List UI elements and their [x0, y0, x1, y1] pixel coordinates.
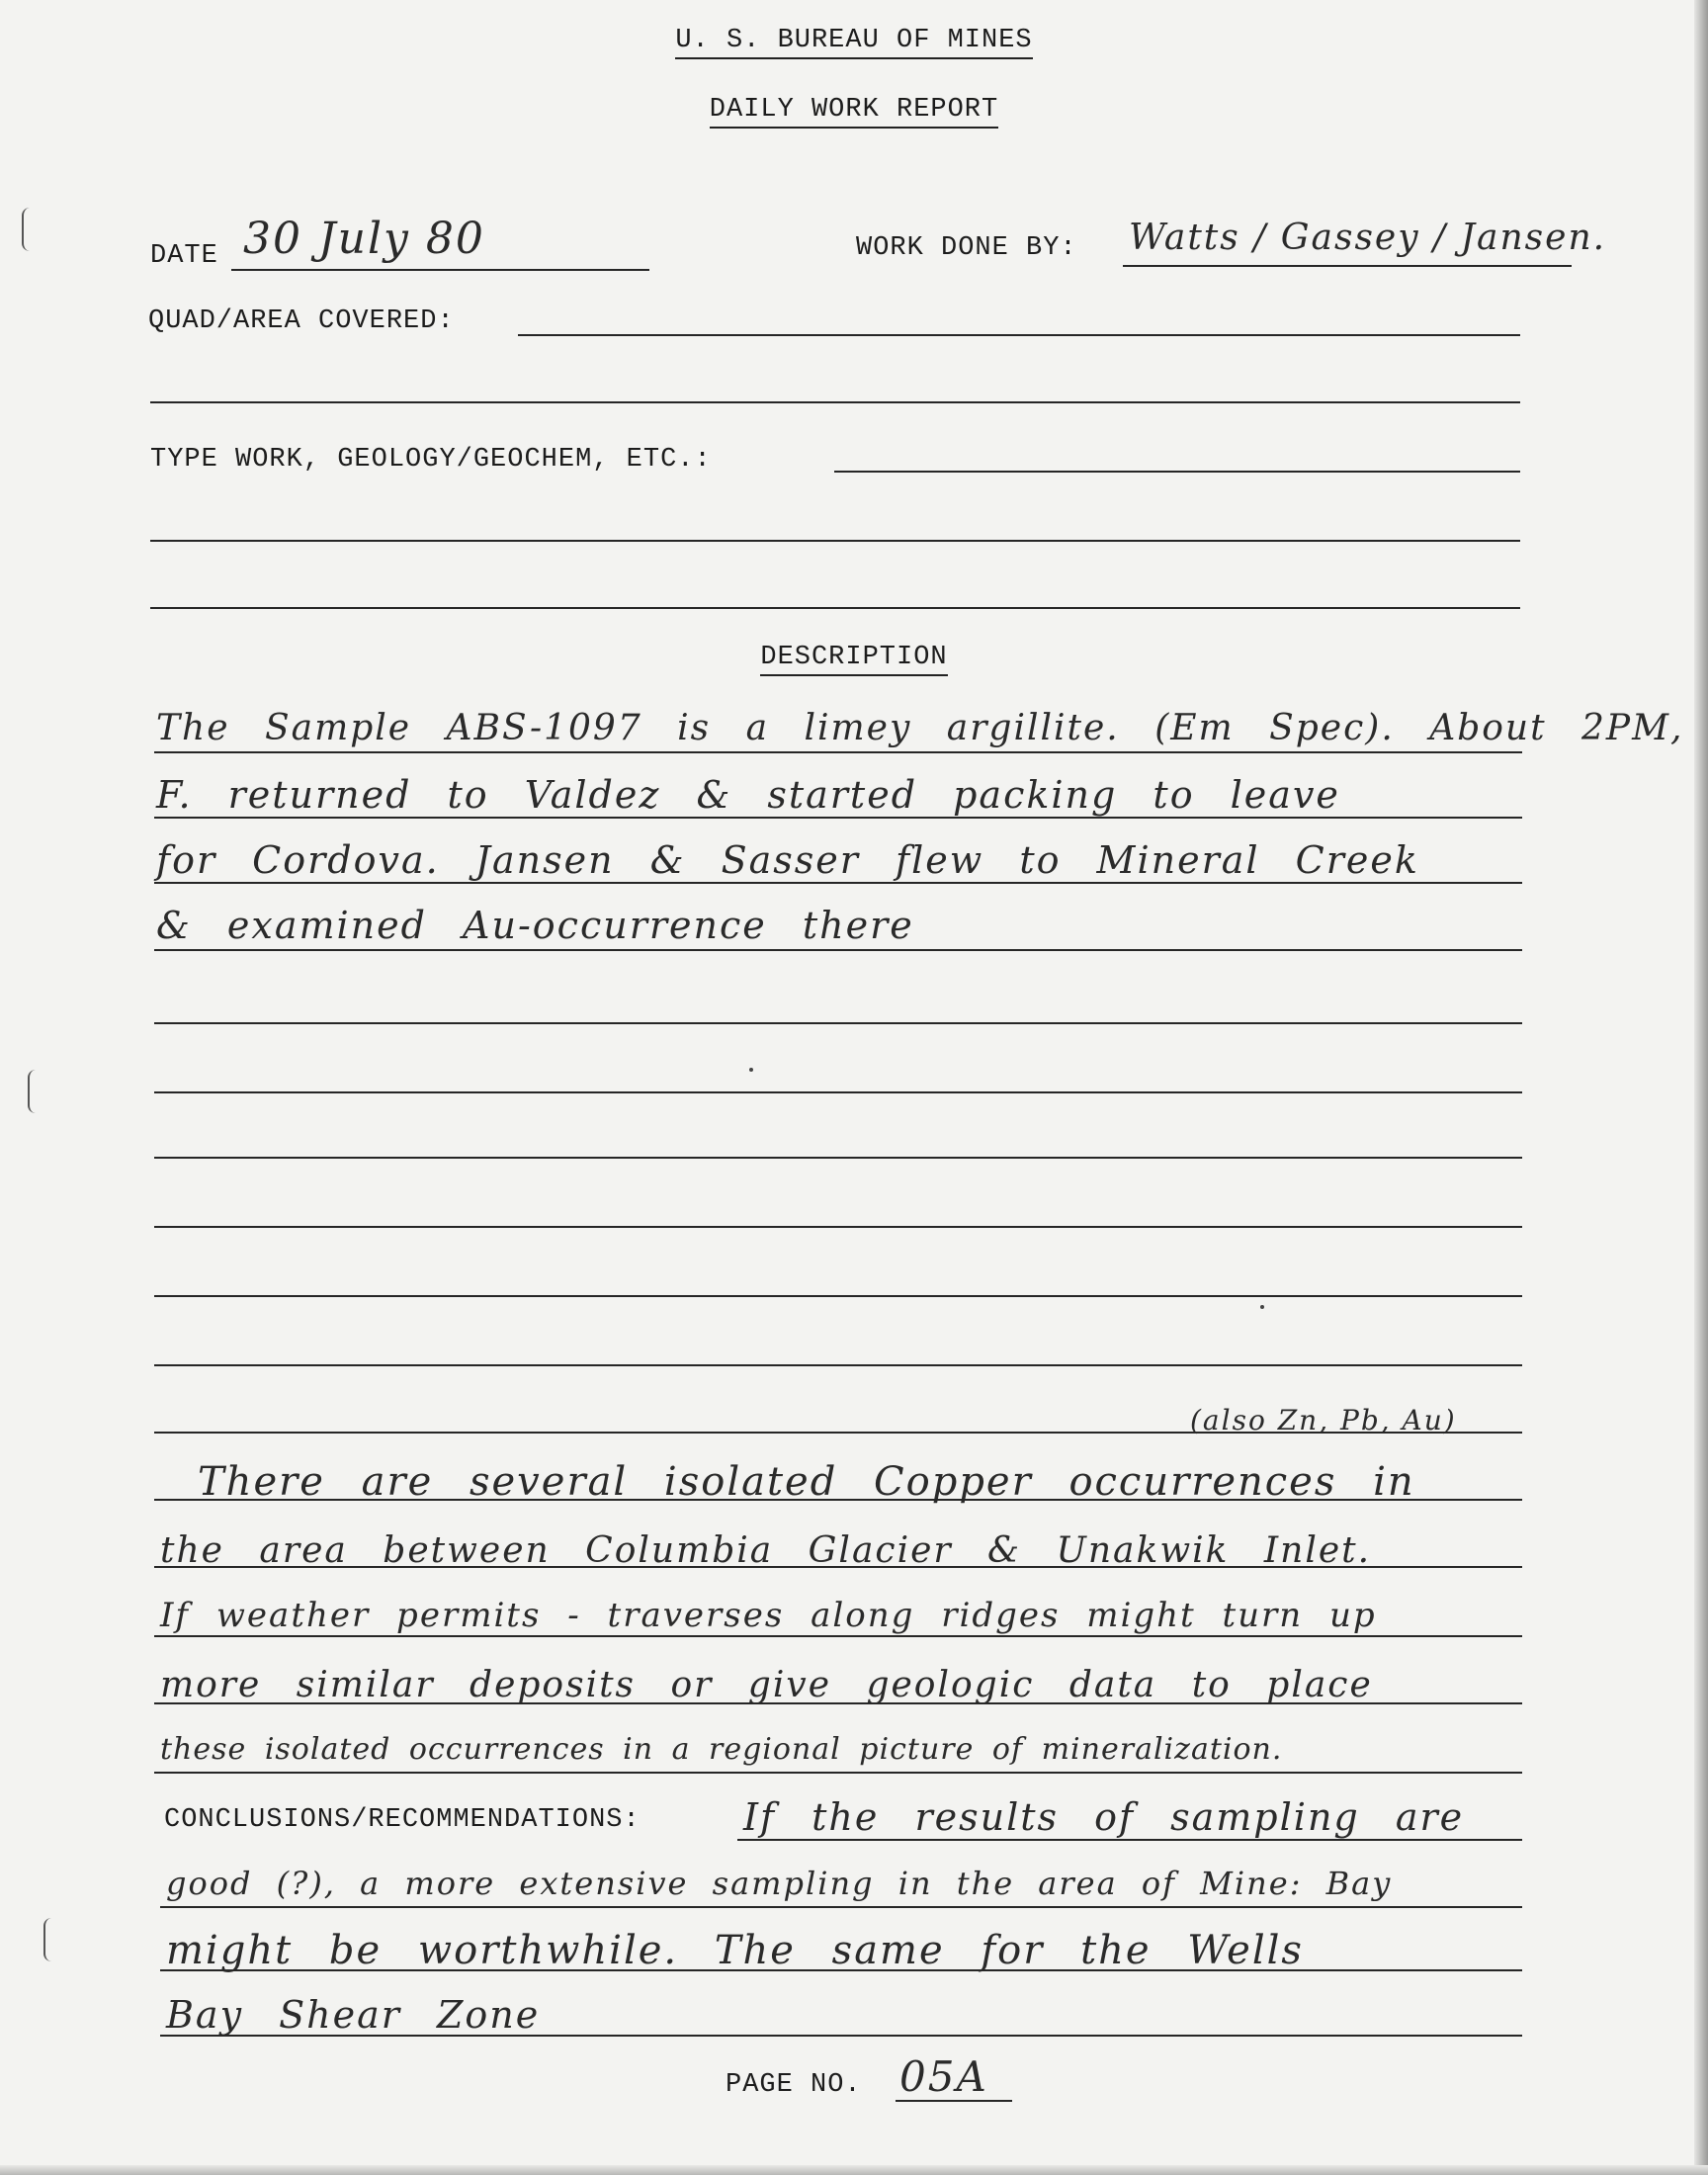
- margin-note: (also Zn, Pb, Au): [1190, 1404, 1457, 1436]
- paragraph-line: more similar deposits or give geologic data to place: [160, 1665, 1373, 1705]
- scan-edge-bottom: [0, 2165, 1708, 2175]
- description-line: The Sample ABS-1097 is a limey argillite. (Em Spec). About 2PM,: [156, 708, 1684, 748]
- paragraph-rule: [154, 1499, 1522, 1501]
- quad-area-line-2: [150, 401, 1520, 403]
- description-rule: [154, 751, 1522, 753]
- description-rule: [154, 882, 1522, 884]
- paragraph-line: the area between Columbia Glacier & Unakwik Inlet.: [160, 1530, 1372, 1571]
- description-line: & examined Au-occurrence there: [156, 904, 914, 947]
- description-rule: [154, 1022, 1522, 1024]
- description-rule: [154, 1157, 1522, 1159]
- conclusions-rule: [737, 1839, 1522, 1841]
- conclusions-line: If the results of sampling are: [743, 1795, 1465, 1839]
- description-rule: [154, 1091, 1522, 1093]
- quad-area-line: [518, 334, 1520, 336]
- speck: [749, 1068, 753, 1072]
- conclusions-rule: [160, 1969, 1522, 1971]
- scan-edge-right: [1694, 0, 1708, 2175]
- agency-heading-text: U. S. BUREAU OF MINES: [675, 26, 1032, 59]
- date-line: [231, 269, 649, 271]
- description-rule: [154, 817, 1522, 819]
- paragraph-line: these isolated occurrences in a regional picture of mineralization.: [160, 1732, 1283, 1767]
- margin-mark: [28, 1070, 36, 1113]
- paragraph-rule: [154, 1702, 1522, 1704]
- description-line: F. returned to Valdez & started packing to leave: [156, 773, 1340, 817]
- work-done-by-value: Watts / Gassey / Jansen.: [1129, 218, 1607, 258]
- quad-area-label: QUAD/AREA COVERED:: [148, 306, 455, 336]
- description-heading: [0, 643, 1708, 672]
- type-work-label: TYPE WORK, GEOLOGY/GEOCHEM, ETC.:: [150, 445, 712, 475]
- conclusions-rule: [160, 2035, 1522, 2037]
- work-done-by-label: WORK DONE BY:: [856, 233, 1077, 263]
- description-rule: [154, 1226, 1522, 1228]
- speck: [1260, 1305, 1264, 1309]
- paragraph-line: There are several isolated Copper occurrences in: [198, 1459, 1415, 1505]
- date-value: 30 July 80: [243, 214, 485, 264]
- type-work-line: [834, 471, 1520, 473]
- conclusions-label: CONCLUSIONS/RECOMMENDATIONS:: [164, 1805, 640, 1835]
- description-rule: [154, 949, 1522, 951]
- report-title: [0, 95, 1708, 125]
- description-heading-text: DESCRIPTION: [760, 643, 947, 676]
- description-rule: [154, 1364, 1522, 1366]
- paragraph-rule: [154, 1635, 1522, 1637]
- paragraph-rule: [154, 1772, 1522, 1774]
- date-label: DATE: [150, 241, 218, 271]
- conclusions-line: good (?), a more extensive sampling in the area of Mine: Bay: [166, 1865, 1393, 1902]
- margin-mark: [43, 1918, 51, 1961]
- margin-mark: [22, 208, 30, 251]
- description-rule: [154, 1295, 1522, 1297]
- page-no-value: 05A: [899, 2052, 988, 2101]
- paragraph-line: If weather permits - traverses along ridges might turn up: [160, 1596, 1377, 1635]
- description-line: for Cordova. Jansen & Sasser flew to Mineral Creek: [156, 838, 1419, 882]
- page-no-label: PAGE NO.: [726, 2070, 862, 2100]
- type-work-line-2: [150, 540, 1520, 542]
- work-done-by-line: [1123, 265, 1572, 267]
- conclusions-line: Bay Shear Zone: [166, 1993, 541, 2037]
- agency-heading: [0, 26, 1708, 55]
- description-rule: [154, 1432, 1522, 1434]
- conclusions-rule: [160, 1906, 1522, 1908]
- conclusions-line: might be worthwhile. The same for the Wells: [166, 1928, 1304, 1973]
- paragraph-rule: [154, 1566, 1522, 1568]
- type-work-line-3: [150, 607, 1520, 609]
- report-title-text: DAILY WORK REPORT: [710, 95, 998, 129]
